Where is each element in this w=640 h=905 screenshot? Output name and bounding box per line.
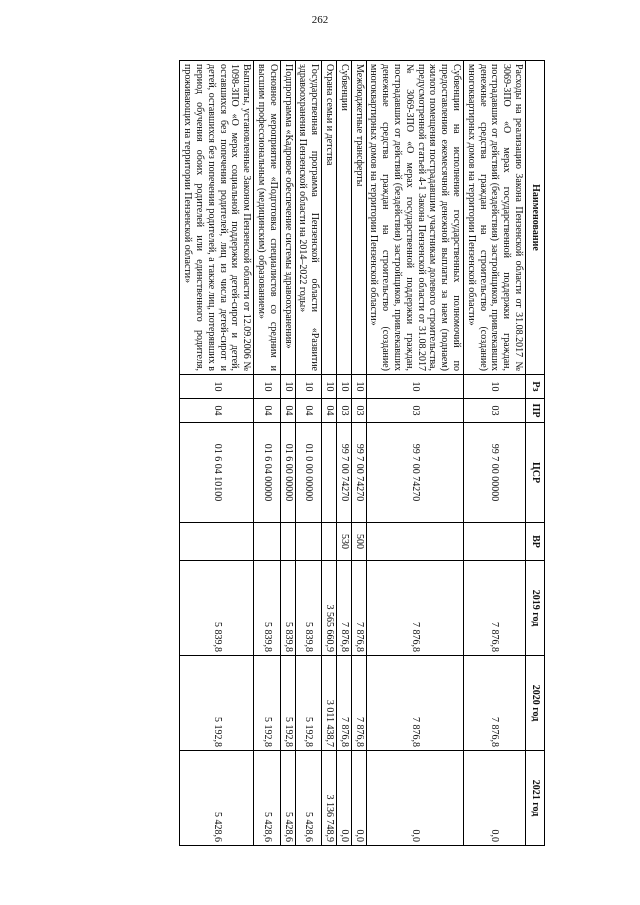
row-2021: 0,0 xyxy=(351,751,366,846)
row-pr: 03 xyxy=(351,399,366,423)
row-2021: 5 428,6 xyxy=(295,751,322,846)
row-csr xyxy=(322,423,337,523)
row-pr: 04 xyxy=(322,399,337,423)
row-rz: 10 xyxy=(295,375,322,399)
table-row xyxy=(295,61,322,846)
row-2019: 7 876,8 xyxy=(351,561,366,656)
budget-table-frame xyxy=(75,60,545,845)
table-header-row xyxy=(526,61,545,846)
page-number: 262 xyxy=(311,14,329,26)
row-name: Расходы на реализацию Закона Пензенской области от 31.08.2017 № 3069-ЗПО «О мерах государственной поддержки граждан, пострадавших от действий (бездействия) застройщиков, привлекавших денежные средства граждан на строительство (создание) многоквартирных домов на территории Пензенской области» xyxy=(464,61,526,375)
row-name: Подпрограмма «Кадровое обеспечение системы здравоохранения» xyxy=(280,61,295,375)
row-2020: 5 192,8 xyxy=(280,656,295,751)
row-2020: 7 876,8 xyxy=(351,656,366,751)
row-rz: 10 xyxy=(254,375,281,399)
row-vr xyxy=(254,523,281,561)
rotated-table-area xyxy=(75,60,545,845)
row-name: Межбюджетные трансферты xyxy=(351,61,366,375)
row-2020: 5 192,8 xyxy=(254,656,281,751)
row-rz: 10 xyxy=(322,375,337,399)
row-2019: 3 565 660,9 xyxy=(322,561,337,656)
row-2020: 7 876,8 xyxy=(464,656,526,751)
row-vr: 530 xyxy=(337,523,352,561)
row-vr xyxy=(180,523,254,561)
row-vr xyxy=(295,523,322,561)
header-pr: ПР xyxy=(526,399,545,423)
row-2021: 0,0 xyxy=(337,751,352,846)
row-pr: 04 xyxy=(280,399,295,423)
row-name: Субвенции на исполнение государственных полномочий по предоставлению ежемесячной денежной выплаты за наем (поднаем) жилого помещения пострадавшим участникам долевого строительства, предусмотренной статьей 4-1 Закона Пензенской области от 31.08.2017 № 3069-ЗПО «О мерах государственной поддержки граждан, пострадавших от действий (бездействия) застройщиков, привлекавших денежные средства граждан на строительство (создание) многоквартирных домов на территории Пензенской области» xyxy=(366,61,463,375)
row-2021: 0,0 xyxy=(366,751,463,846)
row-2021: 5 428,6 xyxy=(254,751,281,846)
row-2021: 3 136 748,9 xyxy=(322,751,337,846)
row-csr: 01 6 04 00000 xyxy=(254,423,281,523)
budget-table xyxy=(179,60,545,846)
table-row xyxy=(351,61,366,846)
row-2020: 5 192,8 xyxy=(180,656,254,751)
row-vr: 500 xyxy=(351,523,366,561)
row-name: Государственная программа Пензенской области «Развитие здравоохранения Пензенской области на 2014–2022 годы» xyxy=(295,61,322,375)
row-2019: 7 876,8 xyxy=(366,561,463,656)
table-row xyxy=(180,61,254,846)
row-csr: 01 6 04 10100 xyxy=(180,423,254,523)
row-2021: 5 428,6 xyxy=(280,751,295,846)
row-2020: 3 011 438,7 xyxy=(322,656,337,751)
row-pr: 04 xyxy=(295,399,322,423)
row-name: Охрана семьи и детства xyxy=(322,61,337,375)
row-2020: 7 876,8 xyxy=(337,656,352,751)
row-csr: 99 7 00 74270 xyxy=(337,423,352,523)
row-csr: 99 7 00 00000 xyxy=(464,423,526,523)
row-2019: 5 839,8 xyxy=(254,561,281,656)
row-csr: 99 7 00 74270 xyxy=(351,423,366,523)
row-csr: 01 6 00 00000 xyxy=(280,423,295,523)
row-rz: 10 xyxy=(366,375,463,399)
table-row xyxy=(322,61,337,846)
header-2019: 2019 год xyxy=(526,561,545,656)
table-row xyxy=(337,61,352,846)
header-name: Наименование xyxy=(526,61,545,375)
row-2019: 7 876,8 xyxy=(464,561,526,656)
row-name: Выплаты, установленные Законом Пензенской области от 12.09.2006 № 1098-ЗПО «О мерах социальной поддержки детей-сирот и детей, оставшихся без попечения родителей, лиц из числа детей-сирот и детей, оставшихся без попечения родителей, а также лиц, потерявших в период обучения обоих родителей или единственного родителя, проживающих на территории Пензенской области» xyxy=(180,61,254,375)
header-2020: 2020 год xyxy=(526,656,545,751)
row-2021: 0,0 xyxy=(464,751,526,846)
header-rz: Рз xyxy=(526,375,545,399)
row-vr xyxy=(280,523,295,561)
row-pr: 03 xyxy=(464,399,526,423)
row-pr: 04 xyxy=(254,399,281,423)
row-csr: 01 0 00 00000 xyxy=(295,423,322,523)
table-row xyxy=(366,61,463,846)
row-rz: 10 xyxy=(351,375,366,399)
table-row xyxy=(280,61,295,846)
row-pr: 03 xyxy=(337,399,352,423)
row-2019: 5 839,8 xyxy=(295,561,322,656)
row-2020: 5 192,8 xyxy=(295,656,322,751)
row-vr xyxy=(322,523,337,561)
row-csr: 99 7 00 74270 xyxy=(366,423,463,523)
header-2021: 2021 год xyxy=(526,751,545,846)
header-vr: ВР xyxy=(526,523,545,561)
row-rz: 10 xyxy=(464,375,526,399)
row-vr xyxy=(366,523,463,561)
row-rz: 10 xyxy=(180,375,254,399)
row-2019: 5 839,8 xyxy=(180,561,254,656)
row-pr: 03 xyxy=(366,399,463,423)
header-csr: ЦСР xyxy=(526,423,545,523)
row-2019: 7 876,8 xyxy=(337,561,352,656)
row-2021: 5 428,6 xyxy=(180,751,254,846)
table-row xyxy=(464,61,526,846)
row-2019: 5 839,8 xyxy=(280,561,295,656)
row-pr: 04 xyxy=(180,399,254,423)
row-rz: 10 xyxy=(337,375,352,399)
row-rz: 10 xyxy=(280,375,295,399)
row-2020: 7 876,8 xyxy=(366,656,463,751)
row-name: Субвенции xyxy=(337,61,352,375)
table-row xyxy=(254,61,281,846)
row-name: Основное мероприятие «Подготовка специалистов со средним и высшим профессиональным (медицинским) образованием» xyxy=(254,61,281,375)
row-vr xyxy=(464,523,526,561)
